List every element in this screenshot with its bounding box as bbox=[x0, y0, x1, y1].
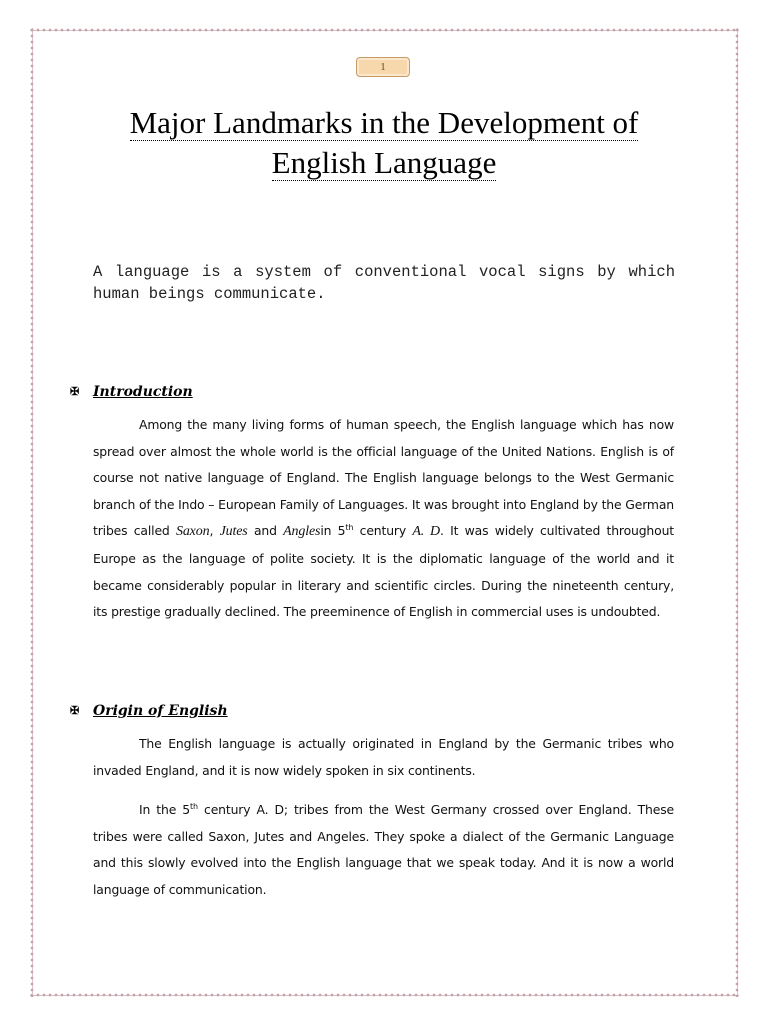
document-title bbox=[60, 103, 708, 183]
section-heading-origin bbox=[70, 703, 228, 719]
paragraph-text: In the 5 bbox=[139, 802, 191, 817]
paragraph-origin-1: The English language is actually originated in England by the Germanic tribes who invaded England, and it is now widely spoken in six continents. bbox=[93, 736, 674, 778]
paragraph-origin-2 bbox=[93, 797, 674, 903]
superscript: th bbox=[345, 523, 354, 533]
section-heading-label: Origin of English bbox=[93, 703, 228, 719]
page-border-left bbox=[30, 28, 34, 997]
title-line-1: Major Landmarks in the Development of bbox=[129, 105, 639, 140]
page-border-right bbox=[735, 28, 739, 997]
cross-bullet-icon: ✠ bbox=[70, 704, 80, 717]
title-line-2: English Language bbox=[271, 145, 497, 180]
paragraph-introduction bbox=[93, 412, 674, 626]
paragraph-text: . It was widely cultivated throughout Europe as the language of polite society. It is the diplomatic language of the world and it became considerably popular in literary and scientific circles. During the nineteenth century, its prestige gradually declined. The preeminence of English in commercial uses is undoubted. bbox=[93, 523, 674, 620]
section-heading-label: Introduction bbox=[93, 384, 193, 400]
italic-term: Jutes bbox=[219, 524, 248, 540]
superscript: th bbox=[190, 801, 198, 811]
page-border-top bbox=[30, 28, 739, 32]
paragraph-text: century bbox=[353, 523, 413, 539]
page-border-bottom bbox=[30, 993, 739, 997]
section-heading-introduction bbox=[70, 384, 193, 400]
paragraph-text: century A. D; tribes from the West Germany crossed over England. These tribes were called Saxon, Jutes and Angeles. They spoke a dialect of the Germanic Language and this slowly evolved into the English language that we speak today. And it is now a world language of communication. bbox=[93, 802, 675, 897]
italic-term: Saxon bbox=[175, 524, 210, 540]
italic-term: A. D bbox=[412, 524, 440, 540]
definition-text: A language is a system of conventional vocal signs by which human beings communicate. bbox=[93, 263, 675, 303]
paragraph-text: Among the many living forms of human speech, the English language which has now spread over almost the whole world is the official language of the United Nations. English is of course not native language of England. The English language belongs to the West Germanic branch of the Indo – European Family of Languages. It was brought into England by the German tribes called bbox=[93, 417, 674, 539]
page-number: 1 bbox=[380, 61, 386, 73]
cross-bullet-icon: ✠ bbox=[70, 385, 80, 398]
paragraph-text: and bbox=[247, 523, 284, 539]
paragraph-text: in 5 bbox=[320, 523, 346, 539]
italic-term: Angles bbox=[283, 524, 321, 540]
paragraph-text: , bbox=[209, 523, 220, 539]
page-number-badge bbox=[356, 57, 410, 77]
